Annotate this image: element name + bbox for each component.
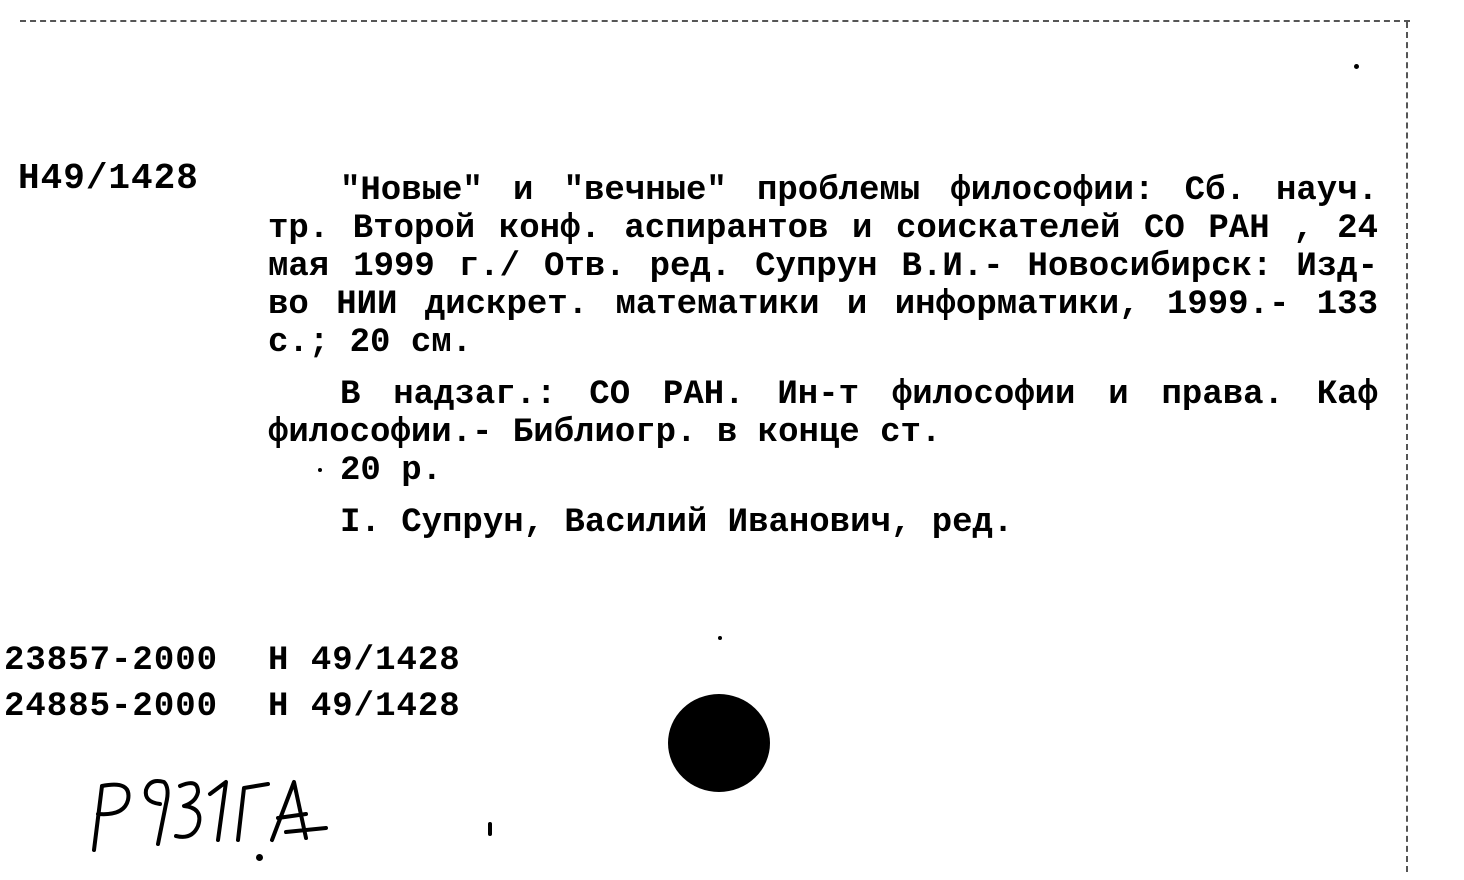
call-number-number: /1428 [85,158,199,199]
scan-speck [256,854,263,861]
entry-note: В надзаг.: СО РАН. Ин-т философии и права. Каф философии.- Библиогр. в конце ст. [268,376,1378,452]
entry-title: "Новые" и "вечные" проблемы философии: Сб. науч. тр. Второй конф. аспирантов и соискателей СО РАН , 24 мая 1999 г./ Отв. ред. Супрун В.И.- Новосибирск: Изд-во НИИ дискрет. математики и информатики, 1999.- 133 с.; 20 см. [268,172,1378,362]
inventory-number: 23857-2000 [4,642,219,680]
handwritten-mark [80,770,340,860]
scan-speck [1354,64,1359,69]
entry-price: 20 р. [340,452,443,490]
bibliographic-entry [268,172,1378,542]
inventory-row [4,642,461,680]
inventory-shelfmark: Н 49/1428 [268,688,461,726]
card-border-top [20,20,1410,22]
call-number [18,158,199,199]
punch-hole [668,694,770,792]
scan-speck [318,468,322,472]
inventory-shelfmark: Н 49/1428 [268,642,461,680]
inventory-row [4,688,461,726]
inventory-number: 24885-2000 [4,688,219,726]
entry-added-entry: I. Супрун, Василий Иванович, ред. [340,504,1014,542]
call-number-code: Н49 [18,158,86,199]
scan-speck [718,636,722,640]
card-border-right [1406,22,1408,872]
scan-speck [488,822,492,836]
